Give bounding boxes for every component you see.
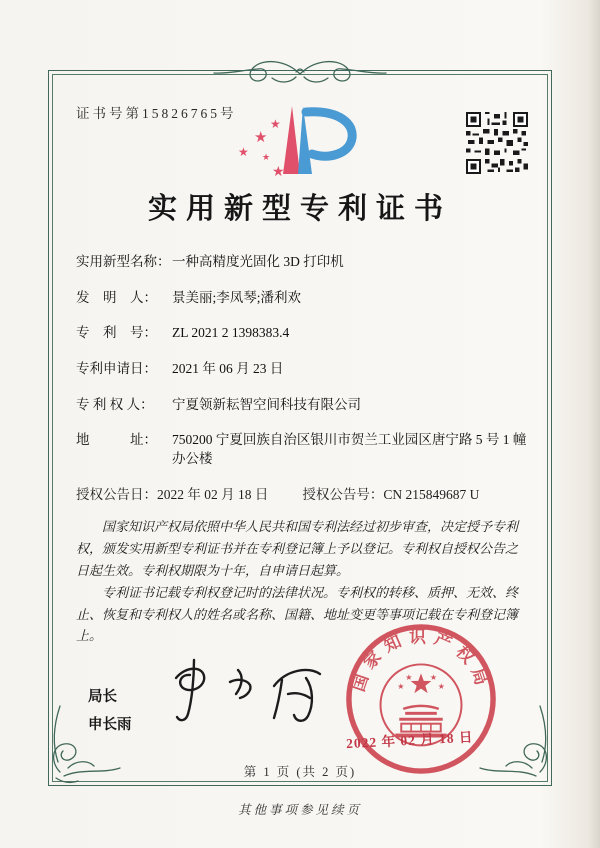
- seal-agency-text: 国家知识产权局: [348, 627, 494, 694]
- field-value: ZL 2021 2 1398383.4: [172, 325, 290, 341]
- field-label: 地 址：: [76, 432, 157, 448]
- field-value: 750200 宁夏回族自治区银川市贺兰工业园区唐宁路 5 号 1 幢办公楼: [172, 432, 527, 467]
- svg-text:★: ★: [405, 673, 413, 683]
- signer-block: [88, 684, 132, 739]
- top-flourish-ornament: [212, 54, 388, 92]
- field-filing-date: [76, 359, 528, 378]
- seal-date-stamp: 2022 年 02 月 18 日: [345, 729, 474, 752]
- field-patentee: [76, 395, 528, 414]
- grant-announcement-row: [76, 485, 528, 504]
- grant-date-pair: [76, 485, 268, 504]
- logo-star-icon: ★: [262, 152, 271, 162]
- certificate-title: 实用新型专利证书: [147, 193, 452, 225]
- field-inventors: [76, 288, 528, 307]
- official-seal: [342, 620, 500, 778]
- svg-text:★: ★: [429, 673, 437, 683]
- svg-text:★: ★: [397, 682, 405, 692]
- logo-red-spike: [283, 106, 300, 174]
- footer-continuation-note: 其他事项参见续页: [237, 803, 362, 817]
- svg-text:★: ★: [437, 682, 445, 692]
- logo-star-icon: ★: [254, 130, 268, 146]
- logo-star-icon: ★: [272, 165, 285, 180]
- field-patent-number: [76, 323, 528, 342]
- field-label: 实用新型名称：: [76, 254, 171, 269]
- page-number: 第 1 页 (共 2 页): [243, 765, 357, 779]
- field-utility-model-name: [76, 252, 528, 271]
- grant-number-pair: [302, 485, 479, 504]
- field-label: 专 利 号：: [76, 325, 157, 341]
- legal-paragraph-1: 国家知识产权局依照中华人民共和国专利法经过初步审查，决定授予专利权，颁发实用新型专利证书并在专利登记簿上予以登记。专利权自授权公告之日起生效。专利权期限为十年，自申请日起算。: [76, 519, 519, 578]
- cnipa-logo: [232, 100, 368, 180]
- qr-code: [466, 112, 528, 174]
- grant-date-label: 授权公告日：: [76, 487, 157, 503]
- field-label: 发 明 人：: [76, 289, 157, 305]
- logo-star-icon: ★: [238, 145, 249, 159]
- certificate-number: 证书号第15826765号: [76, 106, 237, 121]
- field-value: 2021 年 06 月 23 日: [172, 360, 284, 376]
- field-value: 一种高精度光固化 3D 打印机: [172, 254, 344, 269]
- certificate-body: [76, 252, 528, 647]
- grant-date-value: 2022 年 02 月 18 日: [157, 487, 269, 503]
- field-value: 宁夏领新耘智空间科技有限公司: [172, 396, 361, 412]
- logo-p-bowl: [306, 112, 352, 156]
- commissioner-signature: [150, 652, 340, 738]
- grant-number-label: 授权公告号：: [302, 487, 384, 503]
- field-value: 景美丽;李凤琴;潘利欢: [172, 289, 302, 305]
- field-address: [76, 430, 528, 468]
- field-label: 专 利 权 人：: [76, 396, 154, 412]
- grant-number-value: CN 215849687 U: [383, 487, 480, 503]
- field-label: 专利申请日：: [76, 360, 157, 376]
- legal-paragraph-2: 专利证书记载专利权登记时的法律状况。专利权的转移、质押、无效、终止、恢复和专利权人的姓名或名称、国籍、地址变更等事项记载在专利登记簿上。: [76, 584, 519, 644]
- signer-name: 申长雨: [88, 716, 132, 733]
- logo-star-icon: ★: [270, 117, 281, 131]
- signer-title: 局长: [88, 689, 117, 705]
